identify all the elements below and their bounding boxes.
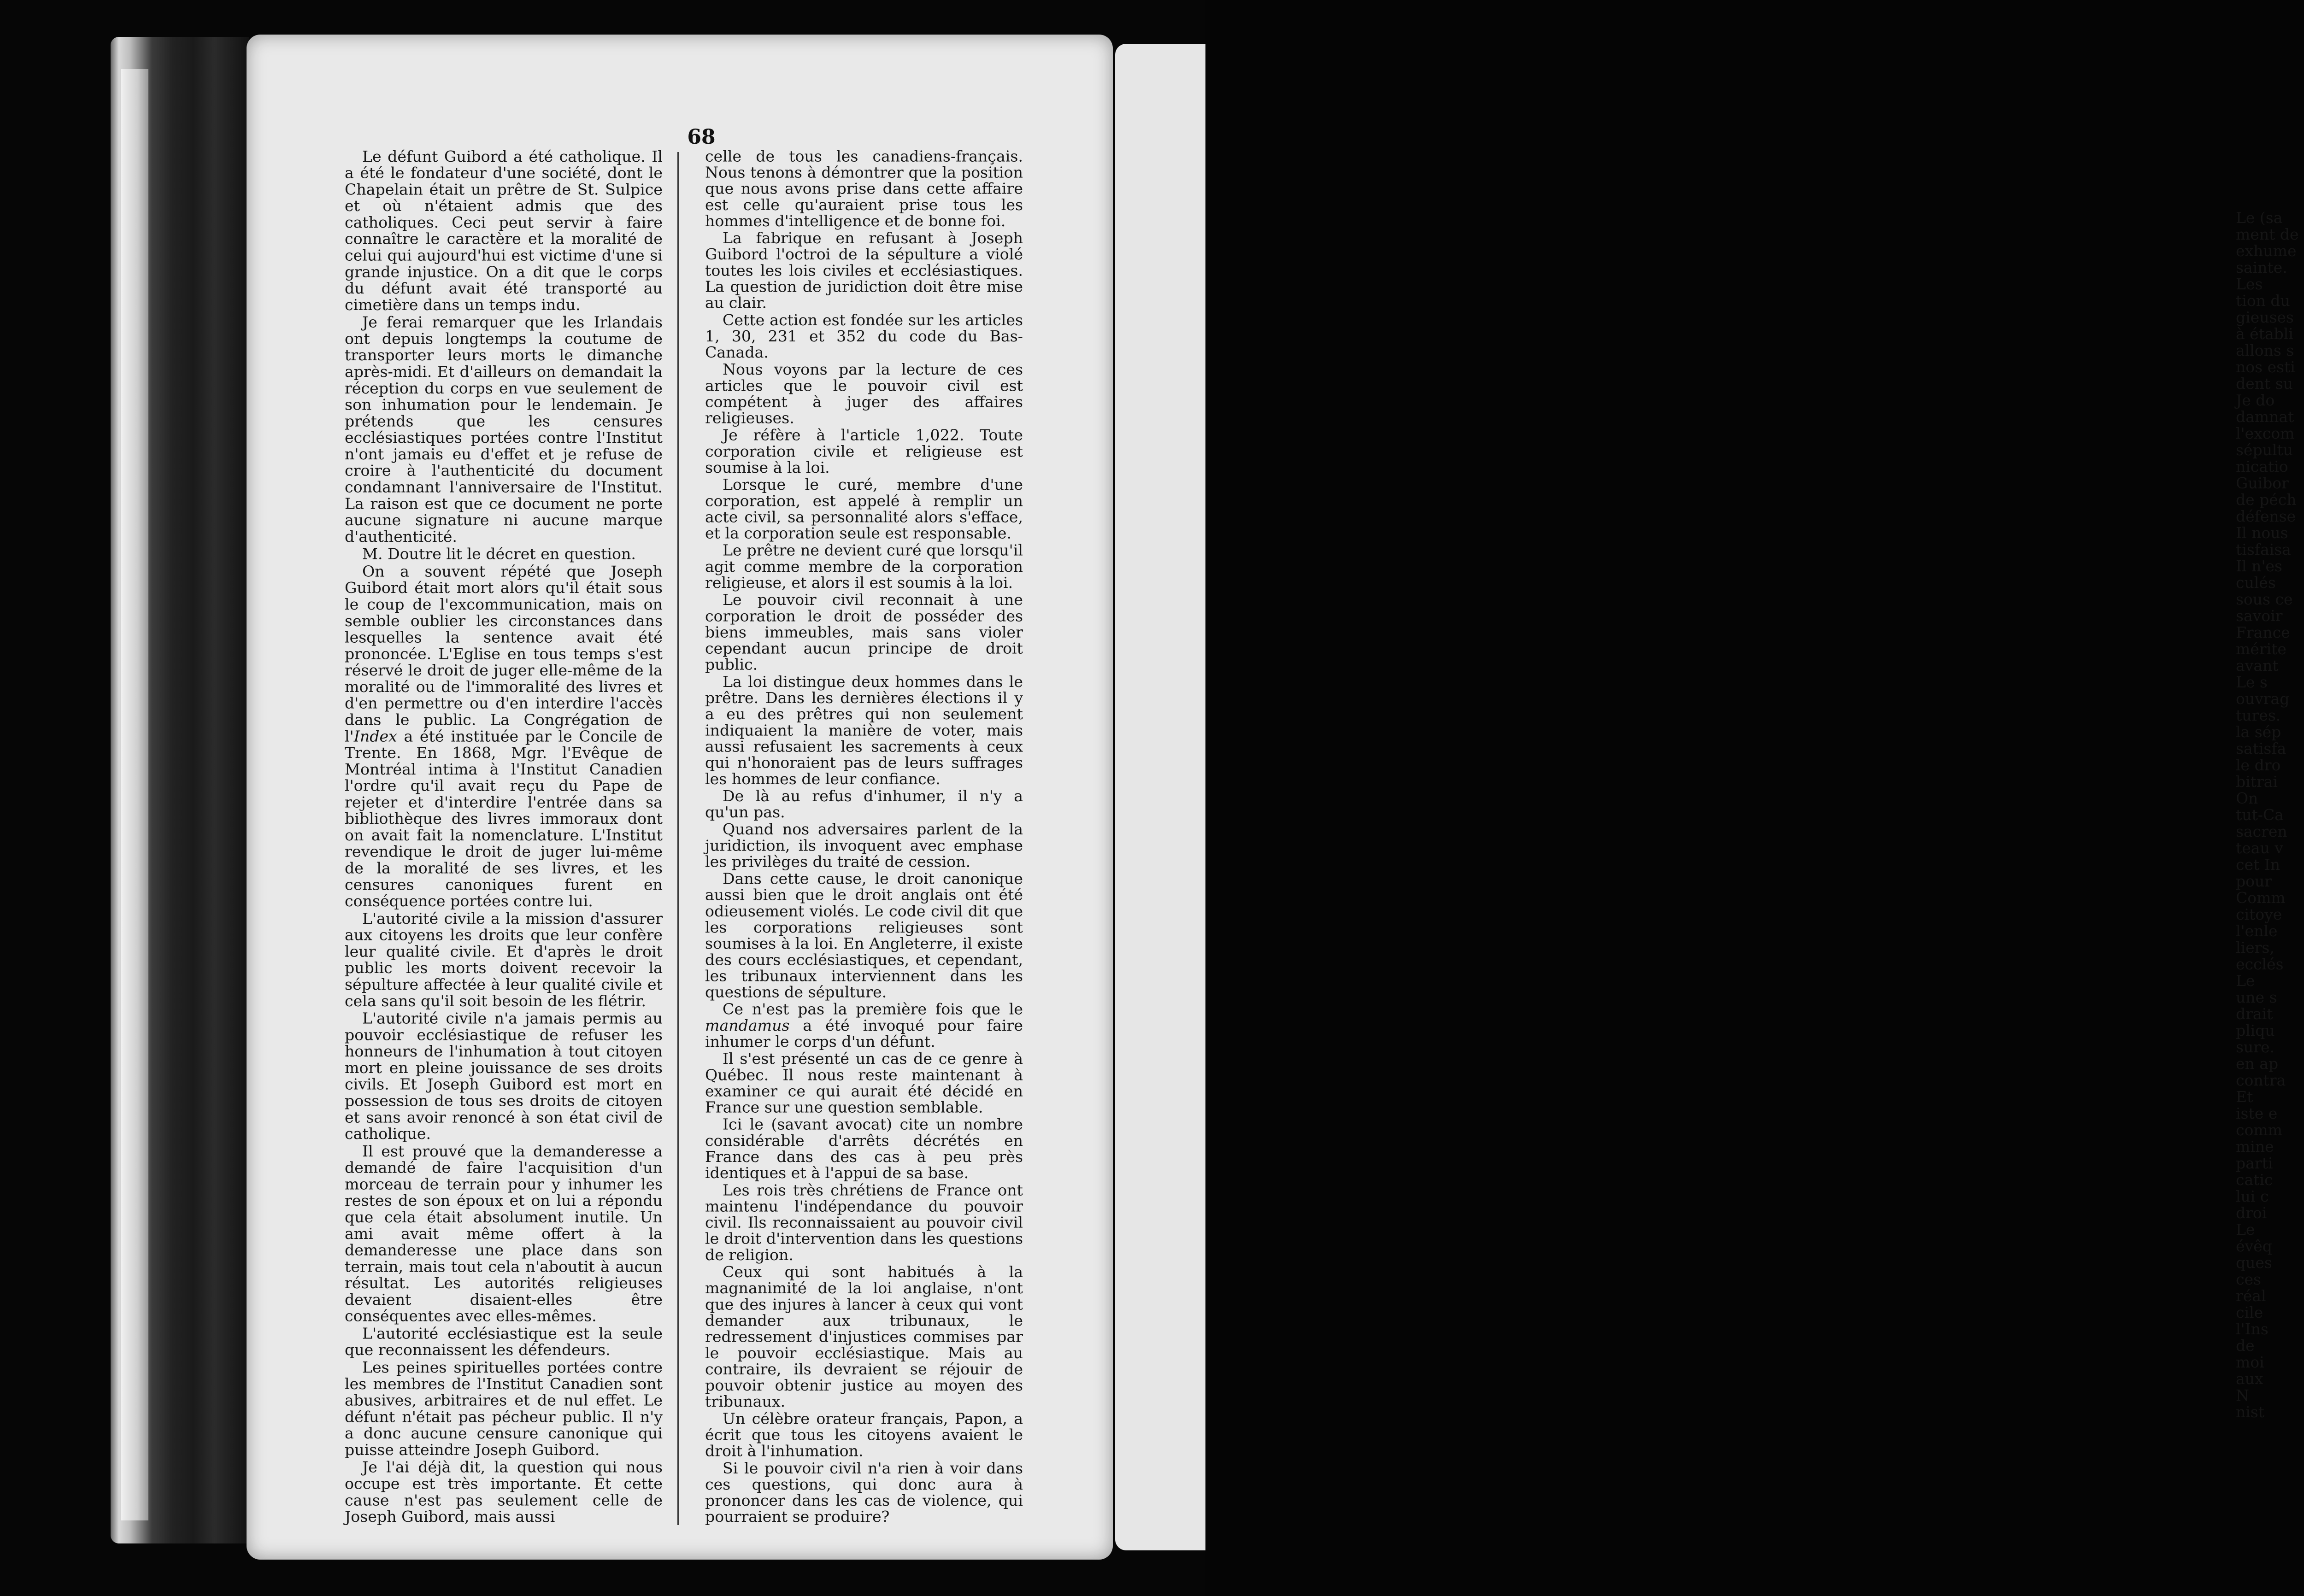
adjacent-page-line: tures. bbox=[2236, 706, 2281, 724]
adjacent-page-line: ment de bbox=[2236, 225, 2299, 243]
adjacent-page-line: France bbox=[2236, 623, 2290, 641]
right-column-paragraph: Nous voyons par la lecture de ces articles que le pouvoir civil est compétent à juger des affaires religieuses. bbox=[705, 360, 1023, 427]
right-column-paragraph: Quand nos adversaires parlent de la juridiction, ils invoquent avec emphase les privilèges du traité de cession. bbox=[705, 820, 1023, 871]
adjacent-page-line: tisfaisa bbox=[2236, 540, 2291, 558]
adjacent-page-line: le dro bbox=[2236, 756, 2281, 774]
right-column-paragraph: La fabrique en refusant à Joseph Guibord l'octroi de la sépulture a violé toutes les lois civiles et ecclésiastiques. La question de juridiction doit être mise au clair. bbox=[705, 229, 1023, 312]
adjacent-page-line: mérite bbox=[2236, 640, 2286, 658]
right-text-column bbox=[705, 148, 1023, 1526]
adjacent-page-line: une s bbox=[2236, 988, 2277, 1006]
adjacent-page-line: de bbox=[2236, 1337, 2255, 1355]
right-column-paragraph: Si le pouvoir civil n'a rien à voir dans ces questions, qui donc aura à prononcer dans les cas de violence, qui pourraient se produire? bbox=[705, 1459, 1023, 1526]
right-column-paragraph: celle de tous les canadiens-français. Nous tenons à démontrer que la position que nous avons prise dans cette affaire est celle qu'auraient prise tous les hommes d'intelligence et de bonne foi. bbox=[705, 147, 1023, 230]
adjacent-page-line: Et bbox=[2236, 1088, 2253, 1106]
left-column-paragraph: L'autorité civile a la mission d'assurer aux citoyens les droits que leur confère leur qualité civile. Et d'après le droit public les morts doivent recevoir la sépulture affectée à leur qualité civile et cela sans qu'il soit besoin de les flétrir. bbox=[345, 909, 663, 1010]
adjacent-page-line: Il nous bbox=[2236, 524, 2288, 542]
adjacent-page-line: pour bbox=[2236, 872, 2272, 890]
adjacent-page-line: teau v bbox=[2236, 839, 2283, 857]
left-column-paragraph: M. Doutre lit le décret en question. bbox=[362, 545, 636, 563]
adjacent-page-line: satisfa bbox=[2236, 739, 2286, 757]
adjacent-page-line: aux bbox=[2236, 1370, 2263, 1388]
left-column-paragraph: Je ferai remarquer que les Irlandais ont depuis longtemps la coutume de transporter leurs morts le dimanche après-midi. Et d'ailleurs on demandait la réception du corps en vue seulement de son inhumation pour le lendemain. Je prétends que les censures ecclésiastiques portées contre l'Institut n'ont jamais eu d'effet et je refuse de croire à l'authenticité du document condamnant l'anniversaire de l'Institut. La raison est que ce document ne porte aucune signature ni aucune marque d'authenticité. bbox=[345, 313, 663, 546]
adjacent-page-line: tion du bbox=[2236, 292, 2290, 310]
adjacent-page-line: dent su bbox=[2236, 375, 2293, 393]
adjacent-page-line: l'enle bbox=[2236, 922, 2278, 940]
left-column-paragraph: Le défunt Guibord a été catholique. Il a été le fondateur d'une société, dont le Chapelain était un prêtre de St. Sulpice et où n'étaient admis que des catholiques. Ceci peut servir à faire connaître le caractère et la moralité de celui qui aujourd'hui est victime d'une si grande injustice. On a dit que le corps du défunt avait été transporté au cimetière dans un temps indu. bbox=[345, 147, 663, 314]
adjacent-page-line: bitrai bbox=[2236, 773, 2278, 791]
adjacent-page-line: Le (sa bbox=[2236, 209, 2283, 227]
adjacent-page-line: damnat bbox=[2236, 408, 2294, 426]
adjacent-page-line: Le bbox=[2236, 1220, 2255, 1238]
adjacent-page-line: N bbox=[2236, 1386, 2249, 1404]
adjacent-page-fragments bbox=[2236, 210, 2304, 1420]
adjacent-page-line: ecclés bbox=[2236, 955, 2284, 973]
adjacent-page-line: savoir bbox=[2236, 607, 2283, 625]
right-column-paragraph: La loi distingue deux hommes dans le prêtre. Dans les dernières élections il y a eu des prêtres qui non seulement indiquaient la manière de voter, mais aussi refusaient les sacrements à ceux qui n'honoraient pas de leurs suffrages les hommes de leur confiance. bbox=[705, 673, 1023, 788]
right-column-paragraph: Ici le (savant avocat) cite un nombre considérable d'arrêts décrétés en France dans des cas à peu près identiques et à l'appui de sa base. bbox=[705, 1115, 1023, 1182]
adjacent-page-line: gieuses bbox=[2236, 308, 2294, 326]
adjacent-page-line: à établi bbox=[2236, 325, 2293, 343]
adjacent-page-line: évêq bbox=[2236, 1237, 2272, 1255]
adjacent-page bbox=[1115, 44, 2299, 1550]
adjacent-page-line: cet In bbox=[2236, 856, 2280, 874]
right-column-paragraph: Un célèbre orateur français, Papon, a écrit que tous les citoyens avaient le droit à l'inhumation. bbox=[705, 1410, 1023, 1460]
adjacent-page-line: catic bbox=[2236, 1171, 2273, 1189]
adjacent-page-line: sainte. bbox=[2236, 258, 2287, 276]
adjacent-page-line: liers, bbox=[2236, 939, 2275, 956]
adjacent-page-line: l'excom bbox=[2236, 424, 2295, 442]
adjacent-page-line: réal bbox=[2236, 1287, 2266, 1305]
column-divider bbox=[677, 152, 679, 1525]
right-column-paragraph: Ceux qui sont habitués à la magnanimité de la loi anglaise, n'ont que des injures à lancer à ceux qui vont demander aux tribunaux, le redressement d'injustices commises par le pouvoir ecclésiastique. Mais au contraire, ils devraient se réjouir de pouvoir obtenir justice au moyen des tribunaux. bbox=[705, 1263, 1023, 1411]
adjacent-page-line: Guibor bbox=[2236, 474, 2289, 492]
adjacent-page-line: iste e bbox=[2236, 1104, 2278, 1122]
adjacent-page-line: lui c bbox=[2236, 1187, 2269, 1205]
adjacent-page-line: exhume bbox=[2236, 242, 2297, 260]
adjacent-page-line: citoye bbox=[2236, 905, 2282, 923]
right-column-paragraph: Le pouvoir civil reconnait à une corporation le droit de posséder des biens immeubles, mais sans violer cependant aucun principe de droit public. bbox=[705, 591, 1023, 674]
adjacent-page-line: défense bbox=[2236, 507, 2296, 525]
right-column-paragraph: Il s'est présenté un cas de ce genre à Québec. Il nous reste maintenant à examiner ce qui aurait été décidé en France sur une question semblable. bbox=[705, 1050, 1023, 1116]
right-column-paragraph: Les rois très chrétiens de France ont maintenu l'indépendance du pouvoir civil. Ils reconnaissaient au pouvoir civil le droit d'intervention dans les questions de religion. bbox=[705, 1181, 1023, 1264]
adjacent-page-line: contra bbox=[2236, 1071, 2286, 1089]
right-column-paragraph: De là au refus d'inhumer, il n'y a qu'un pas. bbox=[705, 787, 1023, 821]
page-number: 68 bbox=[687, 125, 716, 149]
adjacent-page-line: Comm bbox=[2236, 889, 2286, 907]
left-column-paragraph: Les peines spirituelles portées contre les membres de l'Institut Canadien sont abusives, arbitraires et de nul effet. Le défunt n'était pas pécheur public. Il n'y a donc aucune censure canonique qui puisse atteindre Joseph Guibord. bbox=[345, 1358, 663, 1459]
adjacent-page-line: allons s bbox=[2236, 341, 2294, 359]
adjacent-page-line: l'Ins bbox=[2236, 1320, 2269, 1338]
adjacent-page-line: Les bbox=[2236, 275, 2263, 293]
left-column-paragraph: On a souvent répété que Joseph Guibord était mort alors qu'il était sous le coup de l'excommunication, mais on semble oublier les circonstances dans lesquelles la sentence avait été prononcée. L'Eglise en tous temps s'est réservé le droit de juger elle-même de la moralité ou de l'immoralité des livres et d'en permettre ou d'en interdire l'accès dans le public. La Congrégation de l'Index a été instituée par le Concile de Trente. En 1868, Mgr. l'Evêque de Montréal intima à l'Institut Canadien l'ordre qu'il avait reçu du Pape de rejeter et d'interdire l'entrée dans sa bibliothèque des livres immoraux dont on avait fait la nomenclature. L'Institut revendique le droit de juger lui-même de la moralité de ses livres, et les censures canoniques furent en conséquence portées contre lui. bbox=[345, 562, 663, 910]
adjacent-page-line: sacren bbox=[2236, 822, 2287, 840]
adjacent-page-line: sépultu bbox=[2236, 441, 2293, 459]
right-column-paragraph: Dans cette cause, le droit canonique aussi bien que le droit anglais ont été odieusement violés. Le code civil dit que les corporations religieuses sont soumises à la loi. En Angleterre, il existe des cours ecclésiastiques, et cependant, les tribunaux interviennent dans les questions de sépulture. bbox=[705, 870, 1023, 1001]
left-text-column bbox=[345, 148, 663, 1526]
adjacent-page-line: pliqu bbox=[2236, 1021, 2275, 1039]
adjacent-page-line: mine bbox=[2236, 1138, 2274, 1156]
right-column-paragraph: Cette action est fondée sur les articles 1, 30, 231 et 352 du code du Bas-Canada. bbox=[705, 311, 1023, 361]
book-page-edges-highlight bbox=[121, 69, 148, 1520]
left-column-paragraph: Je l'ai déjà dit, la question qui nous occupe est très importante. Et cette cause n'est pas seulement celle de Joseph Guibord, mais aussi bbox=[345, 1458, 663, 1526]
adjacent-page-line: sous ce bbox=[2236, 590, 2293, 608]
adjacent-page-line: nicatio bbox=[2236, 458, 2288, 475]
adjacent-page-line: cile bbox=[2236, 1303, 2263, 1321]
adjacent-page-line: Le s bbox=[2236, 673, 2268, 691]
adjacent-page-line: sure. bbox=[2236, 1038, 2275, 1056]
adjacent-page-line: avant bbox=[2236, 657, 2279, 675]
adjacent-page-line: parti bbox=[2236, 1154, 2273, 1172]
adjacent-page-line: ces bbox=[2236, 1270, 2261, 1288]
adjacent-page-line: Il n'es bbox=[2236, 557, 2282, 575]
adjacent-page-line: de péch bbox=[2236, 491, 2297, 509]
adjacent-page-line: droi bbox=[2236, 1204, 2267, 1222]
adjacent-page-line: nist bbox=[2236, 1403, 2265, 1421]
adjacent-page-line: On bbox=[2236, 789, 2258, 807]
adjacent-page-line: culés bbox=[2236, 574, 2276, 592]
right-column-paragraph: Je réfère à l'article 1,022. Toute corporation civile et religieuse est soumise à la loi. bbox=[705, 426, 1023, 476]
adjacent-page-line: Le bbox=[2236, 972, 2255, 990]
left-column-paragraph: Il est prouvé que la demanderesse a demandé de faire l'acquisition d'un morceau de terrain pour y inhumer les restes de son époux et on lui a répondu que cela était absolument inutile. Un ami avait même offert à la demanderesse une place dans son terrain, mais tout cela n'aboutit à aucun résultat. Les autorités religieuses devaient disaient-elles être conséquentes avec elles-mêmes. bbox=[345, 1142, 663, 1325]
adjacent-page-line: ques bbox=[2236, 1254, 2272, 1272]
adjacent-page-line: moi bbox=[2236, 1353, 2264, 1371]
left-column-paragraph: L'autorité ecclésiastique est la seule que reconnaissent les défendeurs. bbox=[345, 1324, 663, 1359]
adjacent-page-line: ouvrag bbox=[2236, 690, 2290, 708]
right-column-paragraph: Ce n'est pas la première fois que le mandamus a été invoqué pour faire inhumer le corps d'un défunt. bbox=[705, 1000, 1023, 1050]
right-column-paragraph: Lorsque le curé, membre d'une corporation, est appelé à remplir un acte civil, sa personnalité alors s'efface, et la corporation seule est responsable. bbox=[705, 475, 1023, 542]
adjacent-page-line: Je do bbox=[2236, 391, 2275, 409]
adjacent-page-line: en ap bbox=[2236, 1055, 2279, 1073]
right-column-paragraph: Le prêtre ne devient curé que lorsqu'il agit comme membre de la corporation religieuse, et alors il est soumis à la loi. bbox=[705, 541, 1023, 592]
left-column-paragraph: L'autorité civile n'a jamais permis au pouvoir ecclésiastique de refuser les honneurs de l'inhumation à tout citoyen mort en pleine jouissance de ses droits civils. Et Joseph Guibord est mort en possession de tous ses droits de citoyen et sans avoir renoncé à son état civil de catholique. bbox=[345, 1009, 663, 1143]
adjacent-page-line: la sép bbox=[2236, 723, 2281, 741]
adjacent-page-line: tut-Ca bbox=[2236, 806, 2284, 824]
adjacent-page-line: drait bbox=[2236, 1005, 2273, 1023]
adjacent-page-line: nos esti bbox=[2236, 358, 2295, 376]
adjacent-page-line: comm bbox=[2236, 1121, 2282, 1139]
